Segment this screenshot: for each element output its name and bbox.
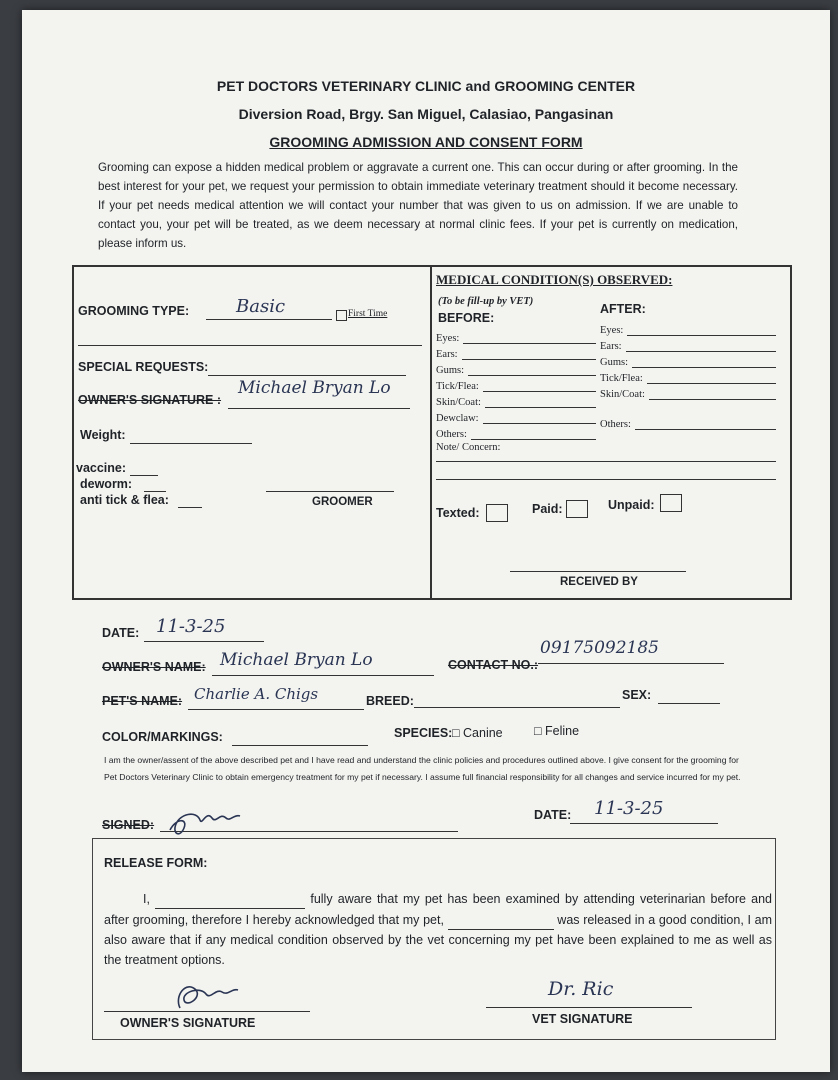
species-canine-option[interactable]: □ Canine [452, 726, 503, 740]
color-markings-label: COLOR/MARKINGS: [102, 730, 223, 744]
before-item: Skin/Coat: [436, 392, 596, 408]
unpaid-checkbox[interactable] [660, 494, 682, 512]
before-item: Gums: [436, 360, 596, 376]
weight-label: Weight: [80, 428, 126, 442]
breed-label: BREED: [366, 694, 414, 708]
antitick-label: anti tick & flea: [80, 493, 169, 507]
consent-date-label: DATE: [534, 808, 572, 822]
release-paragraph: I, fully aware that my pet has been examined by attending veterinarian before and after grooming, therefore I hereby acknowledged that my pet, was released in a good condition, I am also aware that if any medical condition observed by the vet concerning my pet have been explained to me as well as the treatment options. [104, 888, 772, 970]
release-owner-signature-label: OWNER'S SIGNATURE [120, 1016, 256, 1030]
before-item: Dewclaw: [436, 408, 596, 424]
pet-name-value[interactable]: Charlie A. Chigs [194, 685, 319, 703]
owner-signature-line [228, 407, 410, 409]
weight-line[interactable] [130, 442, 252, 444]
unpaid-label: Unpaid: [608, 498, 655, 512]
before-item: Ears: [436, 344, 596, 360]
owner-name-line [212, 674, 434, 676]
first-time-label: First Time [348, 309, 388, 319]
contact-label: CONTACT NO.: [448, 658, 539, 672]
deworm-label: deworm: [80, 477, 133, 491]
grooming-form-paper [22, 10, 830, 1072]
consent-date-value[interactable]: 11-3-25 [594, 798, 664, 819]
groomer-label: GROOMER [312, 496, 373, 508]
date-line [144, 640, 264, 642]
clinic-name: PET DOCTORS VETERINARY CLINIC and GROOMING CENTER [216, 78, 636, 94]
grooming-type-value[interactable]: Basic [236, 296, 286, 317]
vaccine-label: vaccine: [76, 461, 127, 475]
note-concern-label: Note/ Concern: [436, 442, 501, 453]
special-requests-line[interactable] [208, 374, 406, 376]
paid-label: Paid: [532, 502, 563, 516]
consent-date-line [570, 822, 718, 824]
after-label: AFTER: [600, 302, 646, 316]
sex-label: SEX: [622, 688, 652, 702]
pet-name-label: PET'S NAME: [102, 694, 183, 708]
before-item: Eyes: [436, 328, 596, 344]
color-markings-line[interactable] [232, 744, 368, 746]
date-label: DATE: [102, 626, 140, 640]
note-line-1[interactable] [436, 460, 776, 462]
species-feline-option[interactable]: □ Feline [534, 724, 580, 738]
intro-paragraph: Grooming can expose a hidden medical problem or aggravate a current one. This can occur during or after grooming. In the best interest for your pet, we request your permission to obtain immediate veterinary treatment should it become necessary. If your pet needs medical attention we will contact your number that was given to us on admission. If we are unable to contact you, your pet will be treated, as we deem necessary at normal clinic fees. If your pet is currently on medication, please inform us. [98, 161, 738, 250]
owner-signature-label: OWNER'S SIGNATURE : [78, 393, 222, 407]
contact-line [538, 662, 724, 664]
date-value[interactable]: 11-3-25 [156, 616, 226, 637]
vet-signature-label: VET SIGNATURE [532, 1012, 633, 1026]
owner-name-label: OWNER'S NAME: [102, 660, 206, 674]
release-owner-scribble[interactable] [172, 972, 262, 1014]
before-item: Others: [436, 424, 596, 440]
owner-signature-scribble[interactable] [166, 800, 266, 836]
vet-note-subtitle: (To be fill-up by VET) [438, 296, 534, 307]
after-item: Gums: [600, 352, 776, 368]
owner-name-value[interactable]: Michael Bryan Lo [220, 650, 373, 670]
after-item: Ears: [600, 336, 776, 352]
pet-name-line [188, 708, 364, 710]
texted-checkbox[interactable] [486, 504, 508, 522]
release-owner-blank[interactable] [155, 888, 305, 909]
before-list [436, 328, 596, 440]
form-title: GROOMING ADMISSION AND CONSENT FORM [269, 134, 583, 150]
consent-paragraph: I am the owner/assent of the above described pet and I have read and understand the clinic policies and procedures outlined above. I give consent for the grooming for Pet Doctors Veterinary Clinic to obtain emergency treatment for my pet if necessary. I assume full financial responsibility for all changes and service incurred for my pet. [104, 755, 741, 782]
first-time-checkbox[interactable] [336, 310, 347, 321]
groomer-signature-line[interactable] [266, 490, 394, 492]
before-label: BEFORE: [438, 311, 495, 325]
breed-line[interactable] [414, 706, 620, 708]
before-item: Tick/Flea: [436, 376, 596, 392]
after-item: Skin/Coat: [600, 384, 776, 400]
special-requests-label: SPECIAL REQUESTS: [78, 360, 209, 374]
received-by-line[interactable] [510, 570, 686, 572]
after-item: Eyes: [600, 320, 776, 336]
grooming-type-label: GROOMING TYPE: [78, 304, 190, 318]
release-form-title: RELEASE FORM: [104, 856, 208, 870]
after-item: Tick/Flea: [600, 368, 776, 384]
box-divider [430, 265, 432, 600]
texted-label: Texted: [436, 506, 480, 520]
signed-label: SIGNED: [102, 818, 155, 832]
vaccine-line[interactable] [130, 474, 158, 476]
note-line-2[interactable] [436, 478, 776, 480]
species-label: SPECIES: [394, 726, 453, 740]
deworm-line[interactable] [144, 490, 166, 492]
medical-conditions-title: MEDICAL CONDITION(S) OBSERVED: [436, 272, 673, 287]
grooming-type-line-2 [78, 344, 422, 346]
contact-value[interactable]: 09175092185 [540, 638, 659, 658]
release-pet-blank[interactable] [448, 909, 554, 930]
sex-line[interactable] [658, 702, 720, 704]
vet-signature-line [486, 1006, 692, 1008]
after-list [600, 320, 776, 430]
owner-signature-value[interactable]: Michael Bryan Lo [238, 378, 391, 398]
paid-checkbox[interactable] [566, 500, 588, 518]
vet-signature-value[interactable]: Dr. Ric [548, 978, 614, 1000]
release-owner-signature-line [104, 1010, 310, 1012]
antitick-line[interactable] [178, 506, 202, 508]
received-by-label: RECEIVED BY [560, 576, 638, 588]
grooming-type-line [206, 318, 332, 320]
clinic-address: Diversion Road, Brgy. San Miguel, Calasiao, Pangasinan [238, 106, 614, 122]
after-item: Others: [600, 400, 776, 430]
